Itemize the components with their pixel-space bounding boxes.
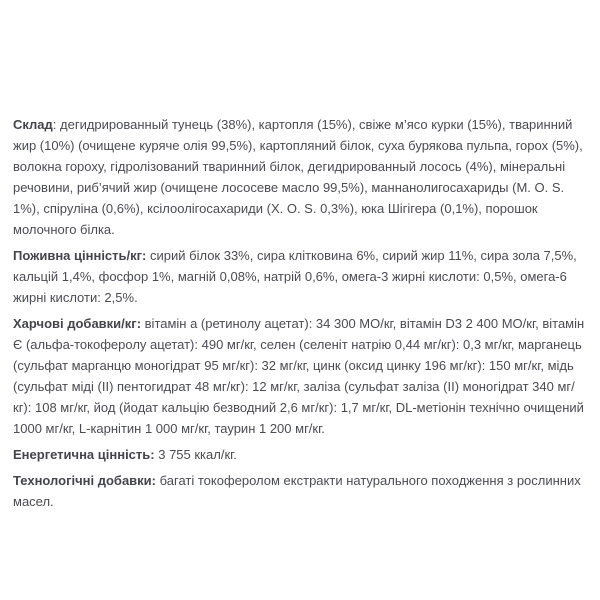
composition-label: Склад xyxy=(13,117,53,132)
energy-value-text: 3 755 ккал/кг. xyxy=(154,447,237,462)
composition-text: : дегидрированный тунець (38%), картопля (15%), свіже м’ясо курки (15%), тваринний жир (10%) (очищене куряче олія 99,5%), картопляний білок, суха бурякова пульпа, горох (5%), волокна гороху, гідролізований тваринний білок, дегидрированный лосось (4%), мінеральні речовини, риб’ячий жир (очищене лососеве масло 99,5%), маннанолигосахариды (M. O. S. 1%), спіруліна (0,6%), ксілоолігосахариди (X. O. S. 0,3%), юка Шігігера (0,1%), порошок молочного білка. xyxy=(13,117,583,237)
nutritional-value-text: сирий білок 33%, сира клітковина 6%, сирий жир 11%, сира зола 7,5%, кальцій 1,4%, фосфор 1%, магній 0,08%, натрій 0,6%, омега-3 жирні кислоти: 0,5%, омега-6 жирні кислоти: 2,5%. xyxy=(13,248,577,305)
feed-additives-text: вітамін а (ретинолу ацетат): 34 300 МО/кг, вітамін D3 2 400 МО/кг, вітамін Є (альфа-токоферолу ацетат): 490 мг/кг, селен (селеніт натрію 0,44 мг/кг): 0,3 мг/кг, марганець (сульфат марганцю моногідрат 95 мг/кг): 32 мг/кг, цинк (оксид цинку 196 мг/кг): 150 мг/кг, мідь (сульфат міді (II) пентогидрат 48 мг/кг): 12 мг/кг, заліза (сульфат заліза (II) моногідрат 340 мг/кг): 108 мг/кг, йод (йодат кальцію безводний 2,6 мг/кг): 1,7 мг/кг, DL-метіонін технічно очищений 1000 мг/кг, L-карнітин 1 000 мг/кг, таурин 1 200 мг/кг. xyxy=(13,316,585,436)
feed-additives-paragraph xyxy=(13,313,586,439)
technological-additives-text: багаті токоферолом екстракти натурального походження з рослинних масел. xyxy=(13,473,581,509)
technological-additives-label: Технологічні добавки: xyxy=(13,473,156,488)
composition-paragraph xyxy=(13,114,586,240)
nutritional-value-paragraph xyxy=(13,245,586,308)
energy-value-label: Енергетична цінність: xyxy=(13,447,155,462)
nutritional-value-label: Поживна цінність/кг: xyxy=(13,248,147,263)
energy-value-paragraph xyxy=(13,444,586,465)
feed-additives-label: Харчові добавки/кг: xyxy=(13,316,142,331)
technological-additives-paragraph xyxy=(13,470,586,512)
